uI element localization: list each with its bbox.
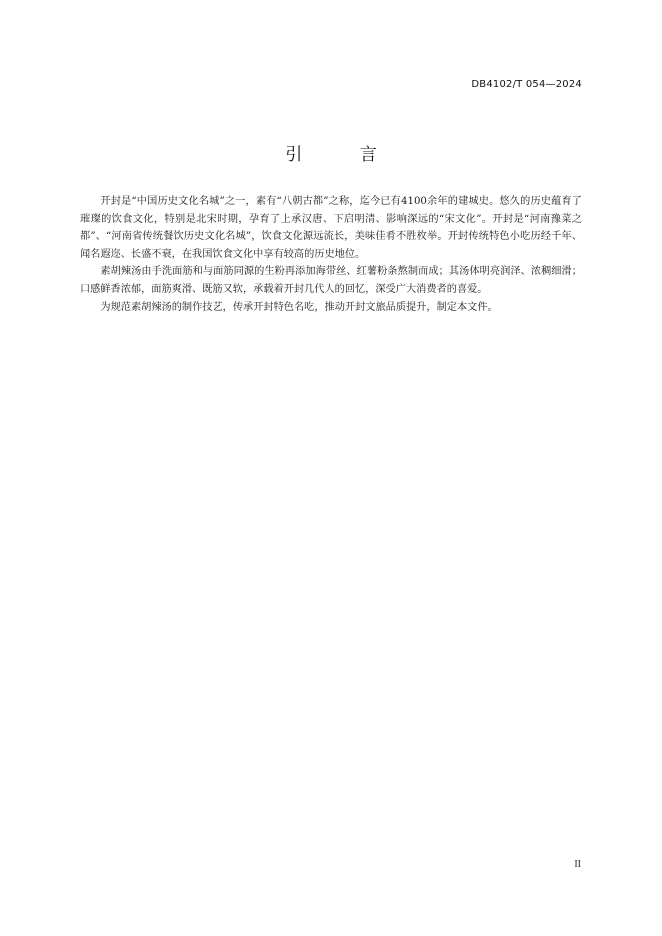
document-code: DB4102/T 054—2024	[471, 79, 582, 90]
paragraph-purpose: 为规范素胡辣汤的制作技艺，传承开封特色名吃，推动开封文旅品质提升，制定本文件。	[100, 301, 498, 313]
page-title: 引 言	[285, 145, 403, 165]
paragraph-history: 开封是“中国历史文化名城”之一，素有“八朝古都”之称，迄今已有4100余年的建城史。悠久的历史蕴育了璀璨的饮食文化，特别是北宋时期，孕育了上承汉唐、下启明清、影响深远的“宋文化”。开封是“河南豫菜之都”、“河南省传统餐饮历史文化名城”，饮食文化源远流长，美味佳肴不胜枚举。开封传统特色小吃历经千年、闻名遐迩、长盛不衰，在我国饮食文化中享有较高的历史地位。	[80, 196, 582, 260]
introduction-body	[80, 193, 582, 316]
paragraph-description: 素胡辣汤由手洗面筋和与面筋同源的生粉再添加海带丝、红薯粉条熬制而成；其汤体明亮润泽、浓稠细滑；口感鲜香浓郁，面筋爽滑、既筋又软，承载着开封几代人的回忆，深受广大消费者的喜爱。	[80, 266, 582, 295]
page-number: II	[574, 859, 581, 870]
